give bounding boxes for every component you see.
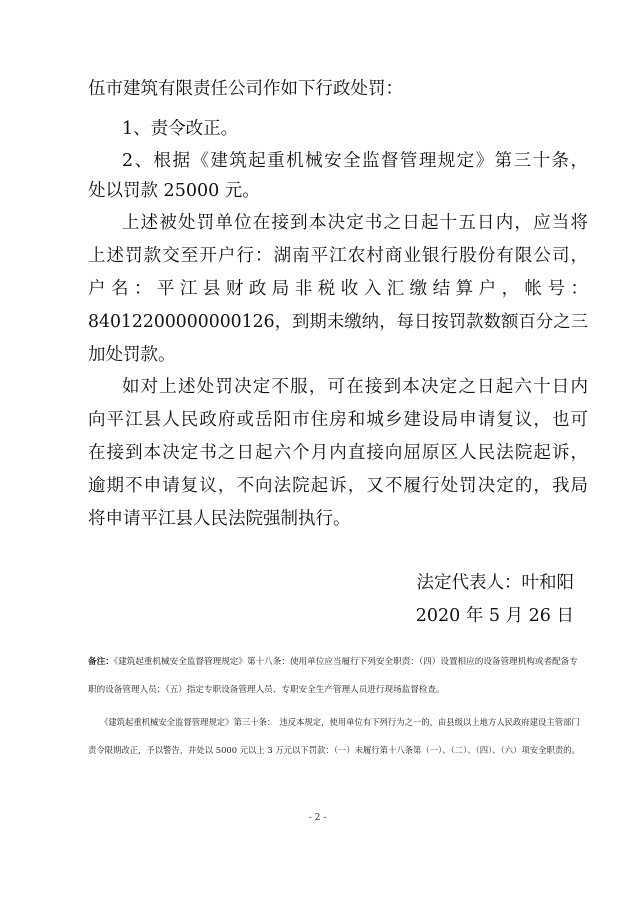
body-line-13: 逾期不申请复议，不向法院起诉，又不履行处罚决定的，我局 (88, 476, 588, 496)
page-number: - 2 - (308, 813, 327, 823)
body-line-4: 处以罚款 25000 元。 (88, 181, 260, 201)
note-label: 备注： (88, 657, 114, 667)
decision-date: 2020 年 5 月 26 日 (415, 606, 574, 626)
note-text-1: 《建筑起重机械安全监督管理规定》第十八条：使用单位应当履行下列安全职责：（四）设置相应的设备管理机构或者配备专 (113, 657, 578, 667)
body-line-5: 上述被处罚单位在接到本决定书之日起十五日内，应当将 (122, 213, 588, 233)
legal-representative: 法定代表人：叶和阳 (416, 573, 574, 593)
body-line-12: 在接到本决定书之日起六个月内直接向屈原区人民法院起诉， (88, 443, 588, 463)
note-line-1 (88, 656, 588, 668)
body-line-6: 上述罚款交至开户行：湖南平江农村商业银行股份有限公司， (88, 246, 588, 266)
body-line-11: 向平江县人民政府或岳阳市住房和城乡建设局申请复议，也可 (88, 410, 588, 430)
body-line-14: 将申请平江县人民法院强制执行。 (88, 509, 351, 529)
body-line-3: 2、根据《建筑起重机械安全监督管理规定》第三十条， (122, 151, 588, 171)
body-line-9: 加处罚款。 (88, 345, 176, 365)
note-line-4: 责令限期改正，予以警告，并处以 5000 元以上 3 万元以下罚款：（一）未履行第十八条第（一）、（二）、（四）、（六）项安全职责的。 (88, 745, 580, 755)
body-line-10: 如对上述处罚决定不服，可在接到本决定之日起六十日内 (122, 377, 588, 397)
note-line-3: 《建筑起重机械安全监督管理规定》第三十条： 违反本规定，使用单位有下列行为之一的，由县级以上地方人民政府建设主管部门 (100, 717, 580, 727)
body-line-8: 84012200000000126，到期未缴纳，每日按罚款数额百分之三 (88, 312, 588, 332)
body-line-2: 1、责令改正。 (122, 119, 239, 139)
note-line-2: 职的设备管理人员；（五）指定专职设备管理人员、专职安全生产管理人员进行现场监督检查。 (88, 685, 445, 695)
body-line-7: 户名：平江县财政局非税收入汇缴结算户，帐号： (88, 279, 588, 299)
body-line-1: 伍市建筑有限责任公司作如下行政处罚： (88, 79, 403, 99)
